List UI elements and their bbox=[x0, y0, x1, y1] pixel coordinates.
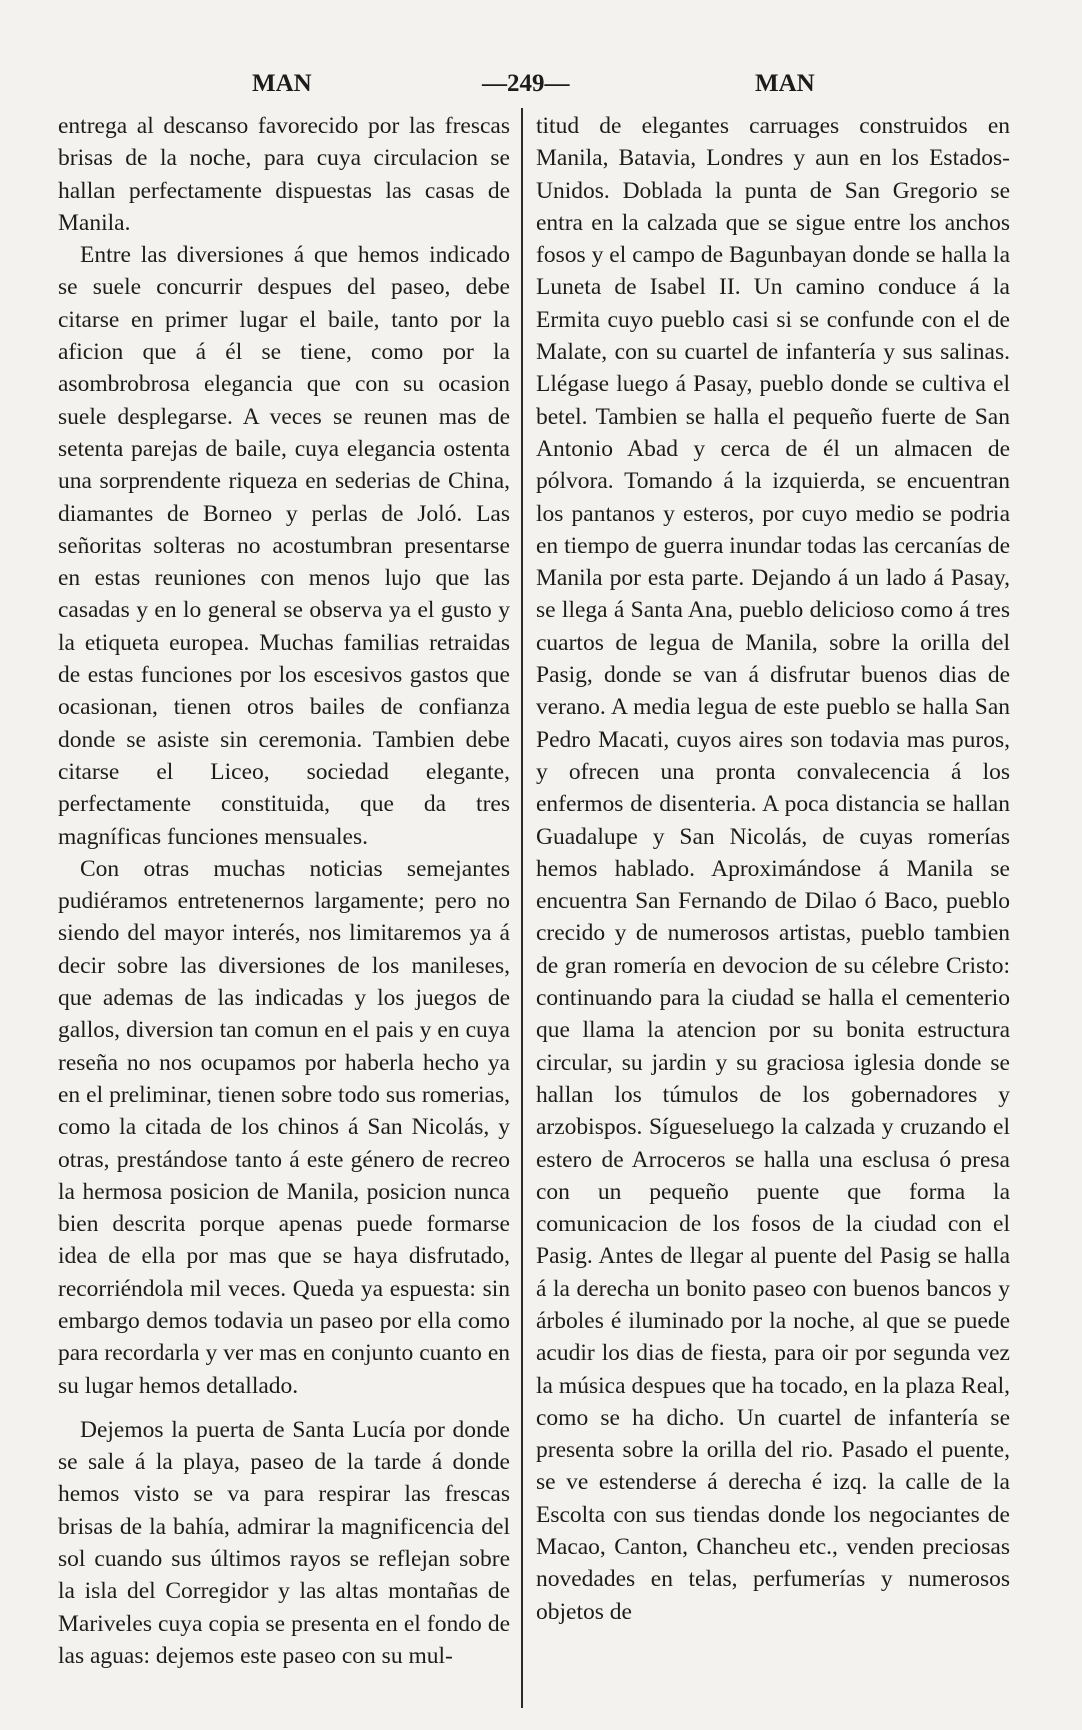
column-divider bbox=[521, 108, 523, 1708]
right-paragraph-1: titud de elegantes carruages construidos en Manila, Batavia, Londres y aun en los Estados-Unidos. Doblada la punta de San Gregorio se entra en la calzada que se sigue entre los anchos fosos y el campo de Bagunbayan donde se halla la Luneta de Isabel II. Un camino conduce á la Ermita cuyo pueblo casi si se confunde con el de Malate, con su cuartel de infantería y sus salinas. Llégase luego á Pasay, pueblo donde se cultiva el betel. Tambien se halla el pequeño fuerte de San Antonio Abad y cerca de él un almacen de pólvora. Tomando á la izquierda, se encuentran los pantanos y esteros, por cuyo medio se podria en tiempo de guerra inundar todas las cercanías de Manila por esta parte. Dejando á un lado á Pasay, se llega á Santa Ana, pueblo delicioso como á tres cuartos de legua de Manila, sobre la orilla del Pasig, donde se van á disfrutar buenos dias de verano. A media legua de este pueblo se halla San Pedro Macati, cuyos aires son todavia mas puros, y ofrecen una pronta convalecencia á los enfermos de disenteria. A poca distancia se hallan Guadalupe y San Nicolás, de cuyas romerías hemos hablado. Aproximándose á Manila se encuentra San Fernando de Dilao ó Baco, pueblo crecido y de numerosos artistas, pueblo tambien de gran romería en devocion de su célebre Cristo: continuando para la ciudad se halla el cementerio que llama la atencion por su bonita estructura circular, su jardin y su graciosa iglesia donde se hallan los túmulos de los gobernadores y arzobispos. Sígueseluego la calzada y cruzando el estero de Arroceros se halla una esclusa ó presa con un pequeño puente que forma la comunicacion de los fosos de la ciudad con el Pasig. Antes de llegar al puente del Pasig se halla á la derecha un bonito paseo con buenos bancos y árboles é iluminado por la noche, al que se puede acudir los dias de fiesta, para oir por segunda vez la música despues que ha tocado, en la plaza Real, como se ha dicho. Un cuartel de infantería se presenta sobre la orilla del rio. Pasado el puente, se ve estenderse á derecha é izq. la calle de la Escolta con sus tiendas donde los negociantes de Macao, Canton, Chancheu etc., venden preciosas novedades en telas, perfumerías y numerosos objetos de bbox=[536, 113, 1010, 1625]
header-right-word: MAN bbox=[755, 70, 815, 97]
left-paragraph-4: Dejemos la puerta de Santa Lucía por donde se sale á la playa, paseo de la tarde á donde hemos visto se va para respirar las frescas brisas de la bahía, admirar la magnificencia del sol cuando sus últimos rayos se reflejan sobre la isla del Corregidor y las altas montañas de Mariveles cuya copia se presenta en el fondo de las aguas: dejemos este paseo con su mul- bbox=[58, 1416, 510, 1669]
left-paragraph-3: Con otras muchas noticias semejantes pudiéramos entretenernos largamente; pero no siendo del mayor interés, nos limitaremos ya á decir sobre las diversiones de los manileses, que ademas de las indicadas y los juegos de gallos, diversion tan comun en el pais y en cuya reseña no nos ocupamos por haberla hecho ya en el preliminar, tienen sobre todo sus romerias, como la citada de los chinos á San Nicolás, y otras, prestándose tanto á este género de recreo la hermosa posicion de Manila, posicion nunca bien descrita porque apenas puede formarse idea de ella por mas que se haya disfrutado, recorriéndola mil veces. Queda ya espuesta: sin embargo demos todavia un paseo por ella como para recordarla y ver mas en conjunto cuanto en su lugar hemos detallado. bbox=[58, 855, 510, 1399]
page-number: —249— bbox=[482, 70, 570, 97]
left-paragraph-2: Entre las diversiones á que hemos indicado se suele concurrir despues del paseo, debe citarse en primer lugar el baile, tanto por la aficion que á él se tiene, como por la asombrobrosa elegancia que con su ocasion suele desplegarse. A veces se reunen mas de setenta parejas de baile, cuya elegancia ostenta una sorprendente riqueza en sederias de China, diamantes de Borneo y perlas de Joló. Las señoritas solteras no acostumbran presentarse en estas reuniones con menos lujo que las casadas y en lo general se observa ya el gusto y la etiqueta europea. Muchas familias retraidas de estas funciones por los escesivos gastos que ocasionan, tienen otros bailes de confianza donde se asiste sin ceremonia. Tambien debe citarse el Liceo, sociedad elegante, perfectamente constituida, que da tres magníficas funciones mensuales. bbox=[58, 242, 510, 850]
left-paragraph-1: entrega al descanso favorecido por las frescas brisas de la noche, para cuya circulacion se hallan perfectamente dispuestas las casas de Manila. bbox=[58, 113, 510, 236]
running-head bbox=[0, 70, 1082, 106]
header-left-word: MAN bbox=[252, 70, 312, 97]
left-column bbox=[58, 110, 510, 1672]
right-column bbox=[536, 110, 1010, 1628]
